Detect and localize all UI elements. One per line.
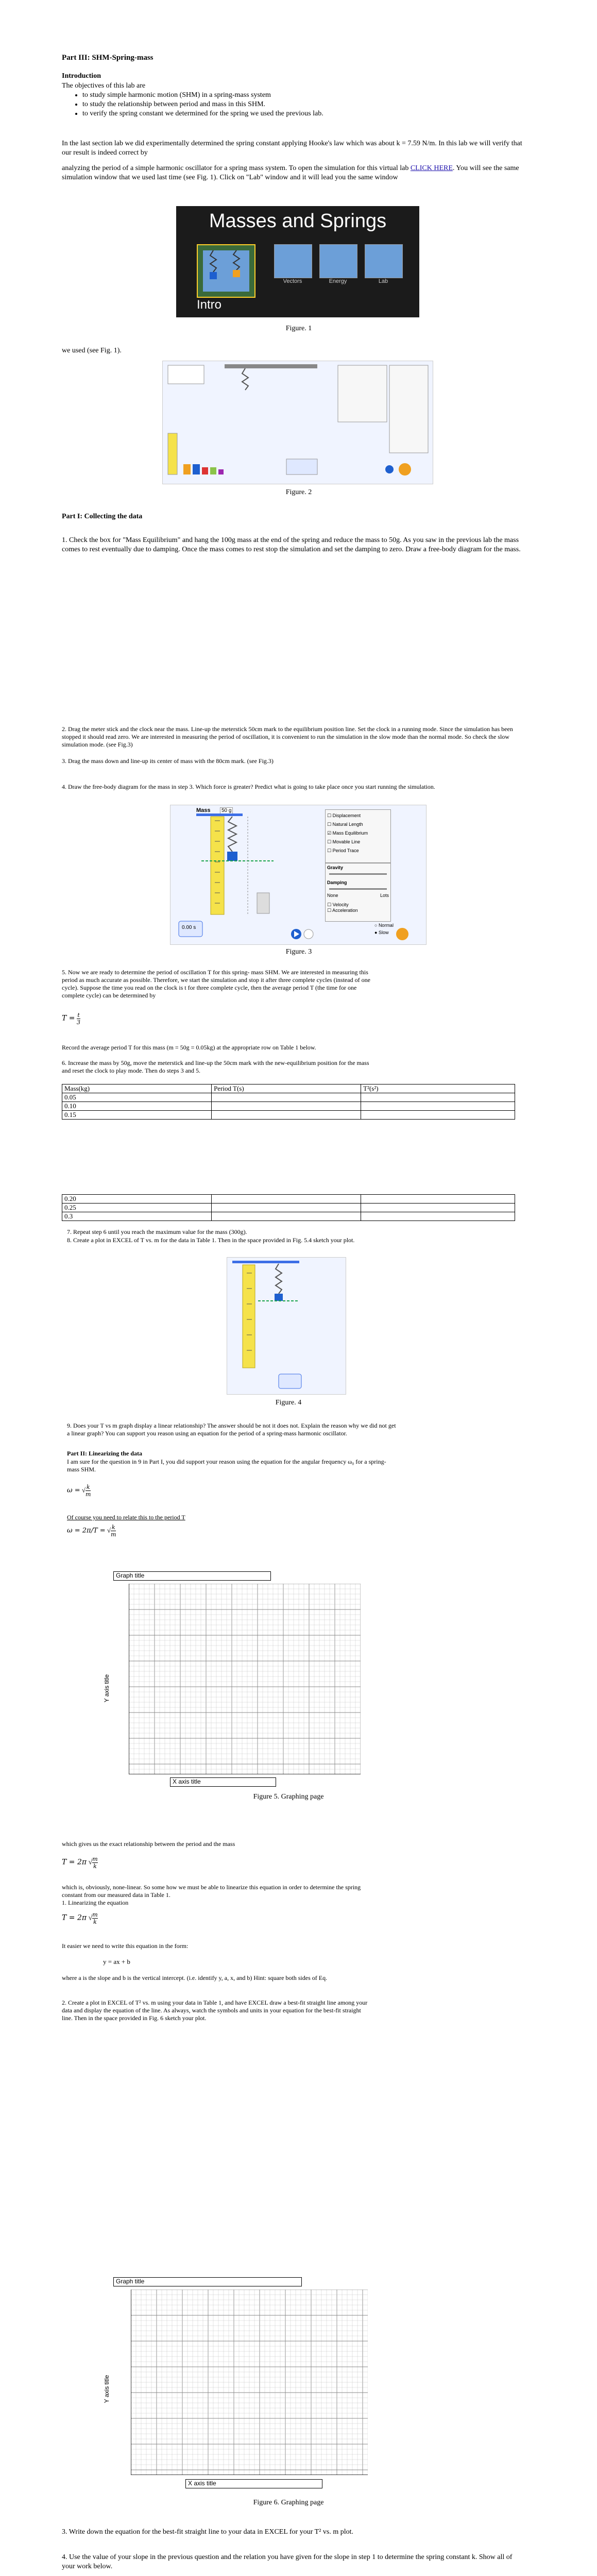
linearizing-step: 1. Linearizing the equation	[62, 1899, 129, 1906]
lab-thumbnail[interactable]	[365, 244, 403, 278]
omega-period-equation: ω = 2π/T = √ $\frac{k}{m}$	[67, 1524, 116, 1538]
step3-text: 3. Drag the mass down and line-up its center of mass with the 80cm mark. (see Fig.3)	[62, 757, 274, 765]
masses-springs-banner	[176, 206, 419, 317]
intro-heading: Introduction	[62, 72, 101, 80]
table-header: Period T(s)	[212, 1084, 361, 1093]
mass-value[interactable]: 50 g	[220, 807, 233, 814]
simulation-panel	[170, 805, 427, 945]
question-4: 4. Use the value of your slope in the previous question and the relation you have given for the slope in step 1 to determine the spring constant k. Show all of your work below.	[62, 2553, 513, 2570]
step1-text: 1. Check the box for "Mass Equilibrium" and hang the 100g mass at the end of the spring and reduce the mass to 50g. As you saw in the previous lab the mass comes to rest eventually due to damping. Once the mass comes to rest stop the simulation and set the damping to zero. Draw a free-body diagram for the mass.	[62, 536, 521, 553]
period-mass-equation: T = 2π √ $\frac{m}{k}$	[62, 1856, 98, 1870]
graph2-xlabel[interactable]: X axis title	[185, 2479, 322, 2488]
velocity-toggle[interactable]: ☐ Velocity	[327, 902, 349, 907]
check-movable-line[interactable]: ☐ Movable Line	[327, 839, 361, 844]
step5-text: 5. Now we are ready to determine the period of oscillation T for this spring- mass SHM. We are interested in measuring this period as much accurate as possible. Therefore, we start the simulation and stop it after three complete cycles (instead of one cycle). Suppose the time you read on the clock is t for three complete cycle, then the average period T (the time for one complete cycle) can be determined by	[62, 969, 370, 999]
relationship-lead: which gives us the exact relationship between the period and the mass	[62, 1840, 235, 1848]
part3-title: Part III: SHM-Spring-mass	[62, 54, 153, 62]
figure6-caption: Figure 6. Graphing page	[253, 2499, 324, 2506]
table-row: 0.3	[62, 1212, 515, 1221]
period-equation: T = $\frac{t}{3}$	[62, 1012, 81, 1026]
graph2-title[interactable]: Graph title	[113, 2277, 302, 2286]
settings-panel	[325, 863, 391, 922]
graph1-ylabel[interactable]: Y axis title	[103, 1674, 111, 1703]
simulation-link[interactable]: CLICK HERE	[410, 164, 453, 172]
graph-paper-2	[103, 2277, 422, 2494]
part2-title: Part II: Linearizing the data	[67, 1450, 142, 1457]
document-page	[62, 0, 536, 2576]
form-text: It easier we need to write this equation in the form:	[62, 1942, 189, 1950]
figure4-drawing	[227, 1258, 346, 1394]
banner-title: Masses and Springs	[209, 210, 387, 232]
part1-title: Part I: Collecting the data	[62, 513, 143, 520]
figure1-caption: Figure. 1	[285, 325, 312, 332]
tab-intro[interactable]: Intro	[197, 298, 222, 312]
objective-item: • to study the relationship between period and mass in this SHM.	[82, 100, 536, 109]
figure2-caption: Figure. 2	[285, 488, 312, 496]
table-row: 0.15	[62, 1111, 515, 1120]
objective-item: • to study simple harmonic motion (SHM) in a spring-mass system	[82, 91, 536, 100]
graph-axes	[129, 1584, 361, 1774]
table-row: 0.20	[62, 1195, 515, 1204]
omega-equation: ω = √ $\frac{k}{m}$	[67, 1484, 91, 1498]
damping-lots-label: Lots	[380, 893, 389, 898]
step2-text: 2. Drag the meter stick and the clock near the mass. Line-up the meterstick 50cm mark to the equilibrium position line. Set the clock in a running mode. Since the simulation has been stopped it should read zero. We are interested in measuring the period of oscillation, it is convenient to run the simulation in the slow mode than the normal mode. So check the slow simulation mode. (see Fig.3)	[62, 725, 513, 748]
mass-label: Mass	[196, 807, 211, 814]
step9-text: 9. Does your T vs m graph display a linear relationship? The answer should be not it does not. Explain the reason why we did not get a linear graph? You can support you reason using an equation for the period of a spring-mass harmonic oscillator.	[67, 1422, 396, 1437]
nonlinear-text: which is, obviously, none-linear. So some how we must be able to linearize this equation in order to determine the spring constant from our measured data in Table 1.	[62, 1884, 361, 1899]
energy-thumbnail[interactable]	[319, 244, 357, 278]
tab-lab[interactable]: Lab	[378, 278, 388, 284]
period-mass-equation-2: T = 2π √ $\frac{m}{k}$	[62, 1911, 98, 1925]
figure4-sim	[227, 1257, 346, 1395]
vectors-thumbnail[interactable]	[274, 244, 312, 278]
tab-energy[interactable]: Energy	[329, 278, 347, 284]
lab-sim-drawing	[163, 361, 433, 484]
speed-selector	[374, 922, 394, 936]
step4-text: 4. Draw the free-body diagram for the mass in step 3. Which force is greater? Predict what is going to take place once you start running the simulation.	[62, 783, 435, 790]
graph1-grid	[129, 1584, 361, 1774]
table-header-row	[62, 1084, 515, 1093]
objectives-list	[67, 91, 536, 119]
clock-readout: 0.00 s	[182, 925, 196, 930]
part2-intro: I am sure for the question in 9 in Part I, you did support your reason using the equation for the angular frequency ω₀ for a spring-mass SHM.	[67, 1458, 386, 1473]
graph-paper-1	[103, 1571, 412, 1788]
checkbox-panel	[325, 809, 391, 863]
table-row: 0.10	[62, 1102, 515, 1111]
step7-text: 7. Repeat step 6 until you reach the maximum value for the mass (300g).	[67, 1228, 247, 1235]
graph2-grid	[131, 2290, 368, 2475]
objectives-intro: The objectives of this lab are	[62, 82, 146, 90]
graph1-title[interactable]: Graph title	[113, 1571, 271, 1581]
check-displacement[interactable]: ☐ Displacement	[327, 813, 361, 818]
gravity-slider[interactable]	[329, 873, 387, 875]
graph1-xlabel[interactable]: X axis title	[170, 1777, 276, 1787]
gravity-label: Gravity	[327, 865, 344, 870]
of-course-text: Of course you need to relate this to the period T	[67, 1514, 185, 1521]
figure4-caption: Figure. 4	[275, 1399, 302, 1406]
intro-paragraph-b: analyzing the period of a simple harmonic oscillator for a spring mass system. To open the simulation for this virtual lab CLICK HERE. You will see the same simulation window that we used last time (see Fig. 1). Click on "Lab" window and it will lead you the same window	[62, 164, 519, 181]
step8-text: 8. Create a plot in EXCEL of T vs. m for the data in Table 1. Then in the space provided in Fig. 5.4 sketch your plot.	[67, 1236, 355, 1244]
speed-slow[interactable]: ● Slow	[374, 930, 389, 935]
damping-label: Damping	[327, 880, 347, 885]
plot-step-2: 2. Create a plot in EXCEL of T² vs. m using your data in Table 1, and have EXCEL draw a best-fit straight line among your data and display the equation of the line. As always, watch the symbols and units in your equation for the best-fit straight line. Then in the space provided in Fig. 6 sketch your plot.	[62, 1999, 368, 2022]
table-row: 0.25	[62, 1204, 515, 1212]
check-mass-equilibrium[interactable]: ☑ Mass Equilibrium	[327, 831, 368, 836]
figure5-caption: Figure 5. Graphing page	[253, 1793, 324, 1801]
record-text: Record the average period T for this mass (m = 50g = 0.05kg) at the appropriate row on Table 1 below.	[62, 1044, 316, 1051]
intro-paragraph-a: In the last section lab we did experimentally determined the spring constant applying Hooke's law which was about k = 7.59 N/m. In this lab we will verify that our result is indeed correct by	[62, 140, 522, 157]
tab-vectors[interactable]: Vectors	[283, 278, 302, 284]
intro-spring-icon	[198, 245, 254, 297]
table-header: Mass(kg)	[62, 1084, 212, 1093]
linear-form: y = ax + b	[103, 1958, 130, 1965]
data-table-1	[62, 1084, 515, 1120]
data-table-1-continued	[62, 1194, 515, 1221]
lab-sim-screenshot	[162, 361, 433, 484]
figure2-lead: we used (see Fig. 1).	[62, 347, 122, 354]
acceleration-toggle[interactable]: ☐ Acceleration	[327, 908, 358, 913]
where-text: where a is the slope and b is the vertical intercept. (i.e. identify y, a, x, and b) Hint: square both sides of Eq.	[62, 1974, 328, 1981]
check-natural-length[interactable]: ☐ Natural Length	[327, 822, 363, 827]
objective-item: • to verify the spring constant we determined for the spring we used the previous lab.	[82, 109, 536, 118]
damping-none-label: None	[327, 893, 338, 898]
graph2-ylabel[interactable]: Y axis title	[103, 2375, 111, 2403]
figure3-caption: Figure. 3	[285, 948, 312, 956]
table-header: T²(s²)	[361, 1084, 515, 1093]
damping-slider[interactable]	[329, 888, 387, 890]
table-row: 0.05	[62, 1093, 515, 1102]
speed-normal[interactable]: ○ Normal	[374, 923, 394, 928]
question-3: 3. Write down the equation for the best-fit straight line to your data in EXCEL for your T² vs. m plot.	[62, 2528, 353, 2536]
intro-thumbnail[interactable]	[197, 244, 255, 298]
step6-text: 6. Increase the mass by 50g, move the meterstick and line-up the 50cm mark with the new-equilibrium position for the mass and reset the clock to play mode. Then do steps 3 and 5.	[62, 1059, 369, 1074]
check-period-trace[interactable]: ☐ Period Trace	[327, 848, 359, 853]
